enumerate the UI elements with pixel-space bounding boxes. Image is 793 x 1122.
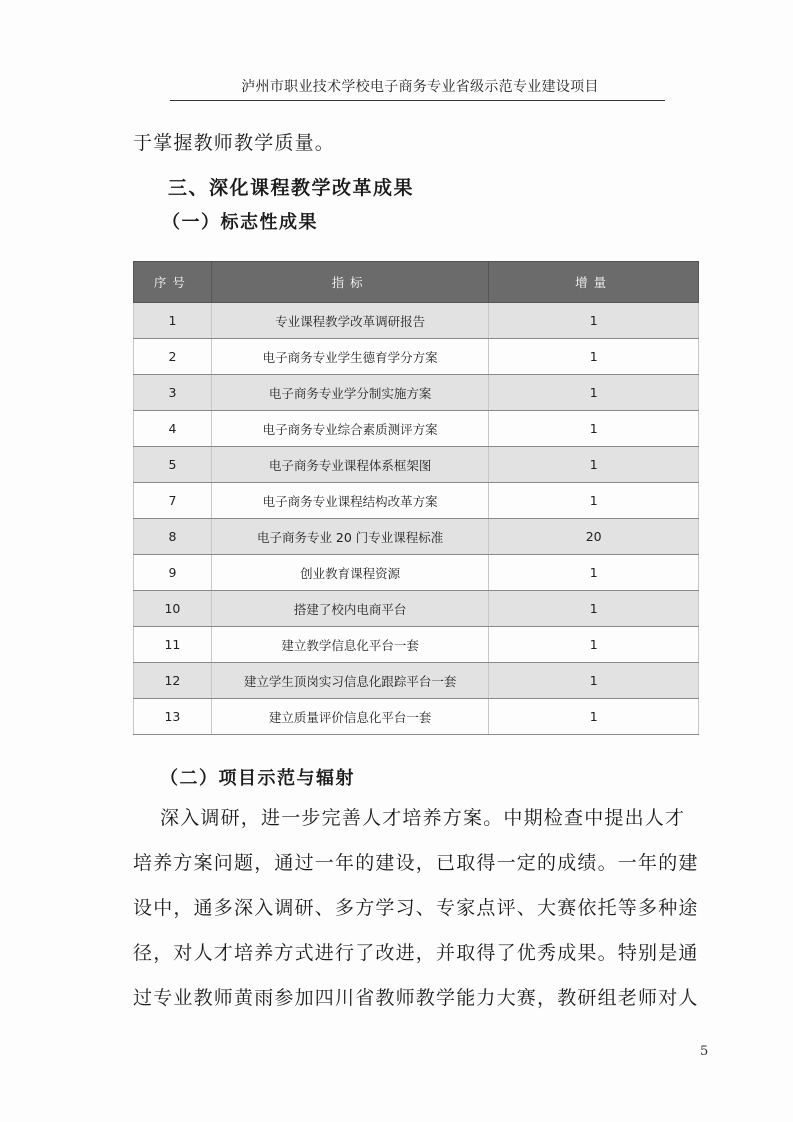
table-row xyxy=(134,699,699,735)
table-row xyxy=(134,555,699,591)
results-table xyxy=(133,261,699,735)
row-indicator: 电子商务专业课程体系框架图 xyxy=(211,447,488,483)
row-number: 1 xyxy=(134,303,212,339)
table-row xyxy=(134,375,699,411)
row-increment: 1 xyxy=(489,339,699,375)
row-number: 4 xyxy=(134,411,212,447)
row-increment: 1 xyxy=(489,555,699,591)
table-row xyxy=(134,411,699,447)
row-indicator: 电子商务专业 20 门专业课程标准 xyxy=(211,519,488,555)
row-number: 2 xyxy=(134,339,212,375)
row-indicator: 建立学生顶岗实习信息化跟踪平台一套 xyxy=(211,663,488,699)
row-increment: 1 xyxy=(489,699,699,735)
header-title: 泸州市职业技术学校电子商务专业省级示范专业建设项目 xyxy=(241,79,599,95)
row-indicator: 专业课程教学改革调研报告 xyxy=(211,303,488,339)
table-row xyxy=(134,483,699,519)
row-increment: 1 xyxy=(489,591,699,627)
row-increment: 1 xyxy=(489,663,699,699)
row-increment: 1 xyxy=(489,375,699,411)
row-indicator: 电子商务专业综合素质测评方案 xyxy=(211,411,488,447)
row-indicator: 电子商务专业学生德育学分方案 xyxy=(211,339,488,375)
subsection-heading-results: （一）标志性成果 xyxy=(162,212,318,233)
row-indicator: 搭建了校内电商平台 xyxy=(211,591,488,627)
page-number: 5 xyxy=(700,1044,709,1059)
row-increment: 1 xyxy=(489,411,699,447)
row-number: 11 xyxy=(134,627,212,663)
table-row xyxy=(134,591,699,627)
paragraph-line: 深入调研，进一步完善人才培养方案。中期检查中提出人才 xyxy=(160,807,686,829)
table-header-row xyxy=(134,262,699,303)
table-row xyxy=(134,627,699,663)
body-text-line: 于掌握教师教学质量。 xyxy=(133,132,336,154)
table-row xyxy=(134,303,699,339)
row-increment: 20 xyxy=(489,519,699,555)
table-row xyxy=(134,447,699,483)
row-indicator: 建立教学信息化平台一套 xyxy=(211,627,488,663)
paragraph-line: 过专业教师黄雨参加四川省教师教学能力大赛，教研组老师对人 xyxy=(133,987,699,1009)
row-number: 3 xyxy=(134,375,212,411)
row-increment: 1 xyxy=(489,627,699,663)
subsection-heading-demonstration: （二）项目示范与辐射 xyxy=(160,768,355,789)
row-indicator: 创业教育课程资源 xyxy=(211,555,488,591)
paragraph-line: 培养方案问题，通过一年的建设，已取得一定的成绩。一年的建 xyxy=(133,852,699,874)
row-increment: 1 xyxy=(489,447,699,483)
row-number: 8 xyxy=(134,519,212,555)
header-cell-indicator: 指标 xyxy=(211,262,488,303)
row-number: 13 xyxy=(134,699,212,735)
row-indicator: 电子商务专业课程结构改革方案 xyxy=(211,483,488,519)
header-divider xyxy=(170,100,665,101)
row-number: 7 xyxy=(134,483,212,519)
table-row xyxy=(134,663,699,699)
row-number: 12 xyxy=(134,663,212,699)
row-number: 10 xyxy=(134,591,212,627)
table-row xyxy=(134,519,699,555)
paragraph-line: 径，对人才培养方式进行了改进，并取得了优秀成果。特别是通 xyxy=(133,942,699,964)
header-cell-increment: 增量 xyxy=(489,262,699,303)
section-heading: 三、深化课程教学改革成果 xyxy=(168,177,415,199)
paragraph-line: 设中，通多深入调研、多方学习、专家点评、大赛依托等多种途 xyxy=(133,897,699,919)
table-row xyxy=(134,339,699,375)
row-number: 9 xyxy=(134,555,212,591)
row-indicator: 建立质量评价信息化平台一套 xyxy=(211,699,488,735)
row-number: 5 xyxy=(134,447,212,483)
row-indicator: 电子商务专业学分制实施方案 xyxy=(211,375,488,411)
row-increment: 1 xyxy=(489,303,699,339)
row-increment: 1 xyxy=(489,483,699,519)
header-cell-number: 序号 xyxy=(134,262,212,303)
